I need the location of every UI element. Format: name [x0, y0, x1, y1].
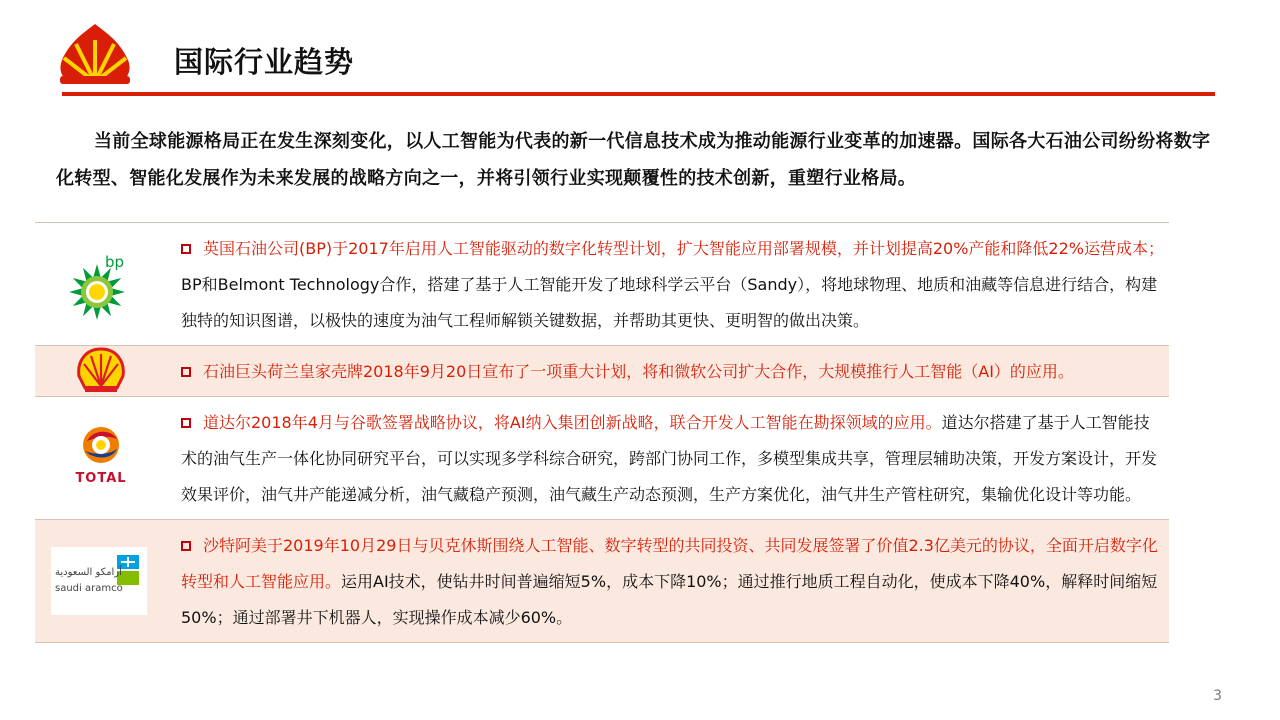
aramco-body: 运用AI技术，使钻井时间普遍缩短5%，成本下降10%；通过推行地质工程自动化，使成本下降40%，解释时间缩短50%；通过部署井下机器人，实现操作成本减少60%。 — [181, 572, 1158, 627]
shell-description — [181, 346, 1169, 396]
table-row-aramco — [35, 519, 1169, 643]
table-row-total — [35, 396, 1169, 519]
total-swirl-icon — [79, 423, 123, 467]
total-logo-text: TOTAL — [75, 471, 127, 486]
bp-helios-icon — [66, 244, 136, 324]
table-row-bp — [35, 222, 1169, 345]
bp-logo-text: bp — [105, 253, 125, 271]
total-body: 道达尔搭建了基于人工智能技术的油气生产一体化协同研究平台，可以实现多学科综合研究，跨部门协同工作，多模型集成共享，管理层辅助决策，开发方案设计，开发效果评价，油气井产能递减分析，油气藏稳产预测，油气藏生产动态预测，生产方案优化，油气井生产管柱研究，集输优化设计等功能。 — [181, 413, 1158, 504]
aramco-logo-text: saudi aramco — [55, 583, 123, 594]
aramco-highlight: 沙特阿美于2019年10月29日与贝克休斯围绕人工智能、数字转型的共同投资、共同发展签署了价值2.3亿美元的协议，全面开启数字化转型和人工智能应用。 — [181, 536, 1158, 591]
bp-body: BP和Belmont Technology合作，搭建了基于人工智能开发了地球科学云平台（Sandy），将地球物理、地质和油藏等信息进行结合，构建独特的知识图谱，以极快的速度为油气工程师解锁关键数据，并帮助其更快、更明智的做出决策。 — [181, 275, 1158, 330]
total-highlight: 道达尔2018年4月与谷歌签署战略协议，将AI纳入集团创新战略，联合开发人工智能在勘探领域的应用。 — [203, 413, 942, 432]
total-logo — [35, 397, 167, 519]
intro-paragraph — [56, 123, 1226, 197]
bp-highlight: 英国石油公司(BP)于2017年启用人工智能驱动的数字化转型计划，扩大智能应用部署规模，并计划提高20%产能和降低22%运营成本； — [203, 239, 1164, 258]
table-row-shell — [35, 345, 1169, 396]
intro-text: 当前全球能源格局正在发生深刻变化，以人工智能为代表的新一代信息技术成为推动能源行业变革的加速器。国际各大石油公司纷纷将数字化转型、智能化发展作为未来发展的战略方向之一，并将引领行业实现颠覆性的技术创新，重塑行业格局。 — [56, 131, 1211, 189]
bp-logo — [35, 223, 167, 345]
bullet-square-icon — [181, 244, 191, 254]
shell-highlight: 石油巨头荷兰皇家壳牌2018年9月20日宣布了一项重大计划，将和微软公司扩大合作，大规模推行人工智能（AI）的应用。 — [203, 362, 1074, 381]
company-trend-table — [35, 222, 1169, 643]
total-description — [181, 397, 1169, 519]
bp-description — [181, 223, 1169, 345]
shell-logo — [35, 346, 167, 396]
bullet-square-icon — [181, 367, 191, 377]
aramco-logo — [35, 520, 167, 642]
company-logo-icon — [52, 20, 138, 86]
bullet-square-icon — [181, 418, 191, 428]
shell-pecten-icon — [75, 346, 127, 396]
title-divider — [62, 92, 1215, 96]
aramco-logo-arabic: أرامكو السعودية — [55, 567, 122, 578]
aramco-description — [181, 520, 1169, 642]
page-title: 国际行业趋势 — [174, 45, 355, 79]
bullet-square-icon — [181, 541, 191, 551]
page-number: 3 — [1213, 688, 1222, 704]
